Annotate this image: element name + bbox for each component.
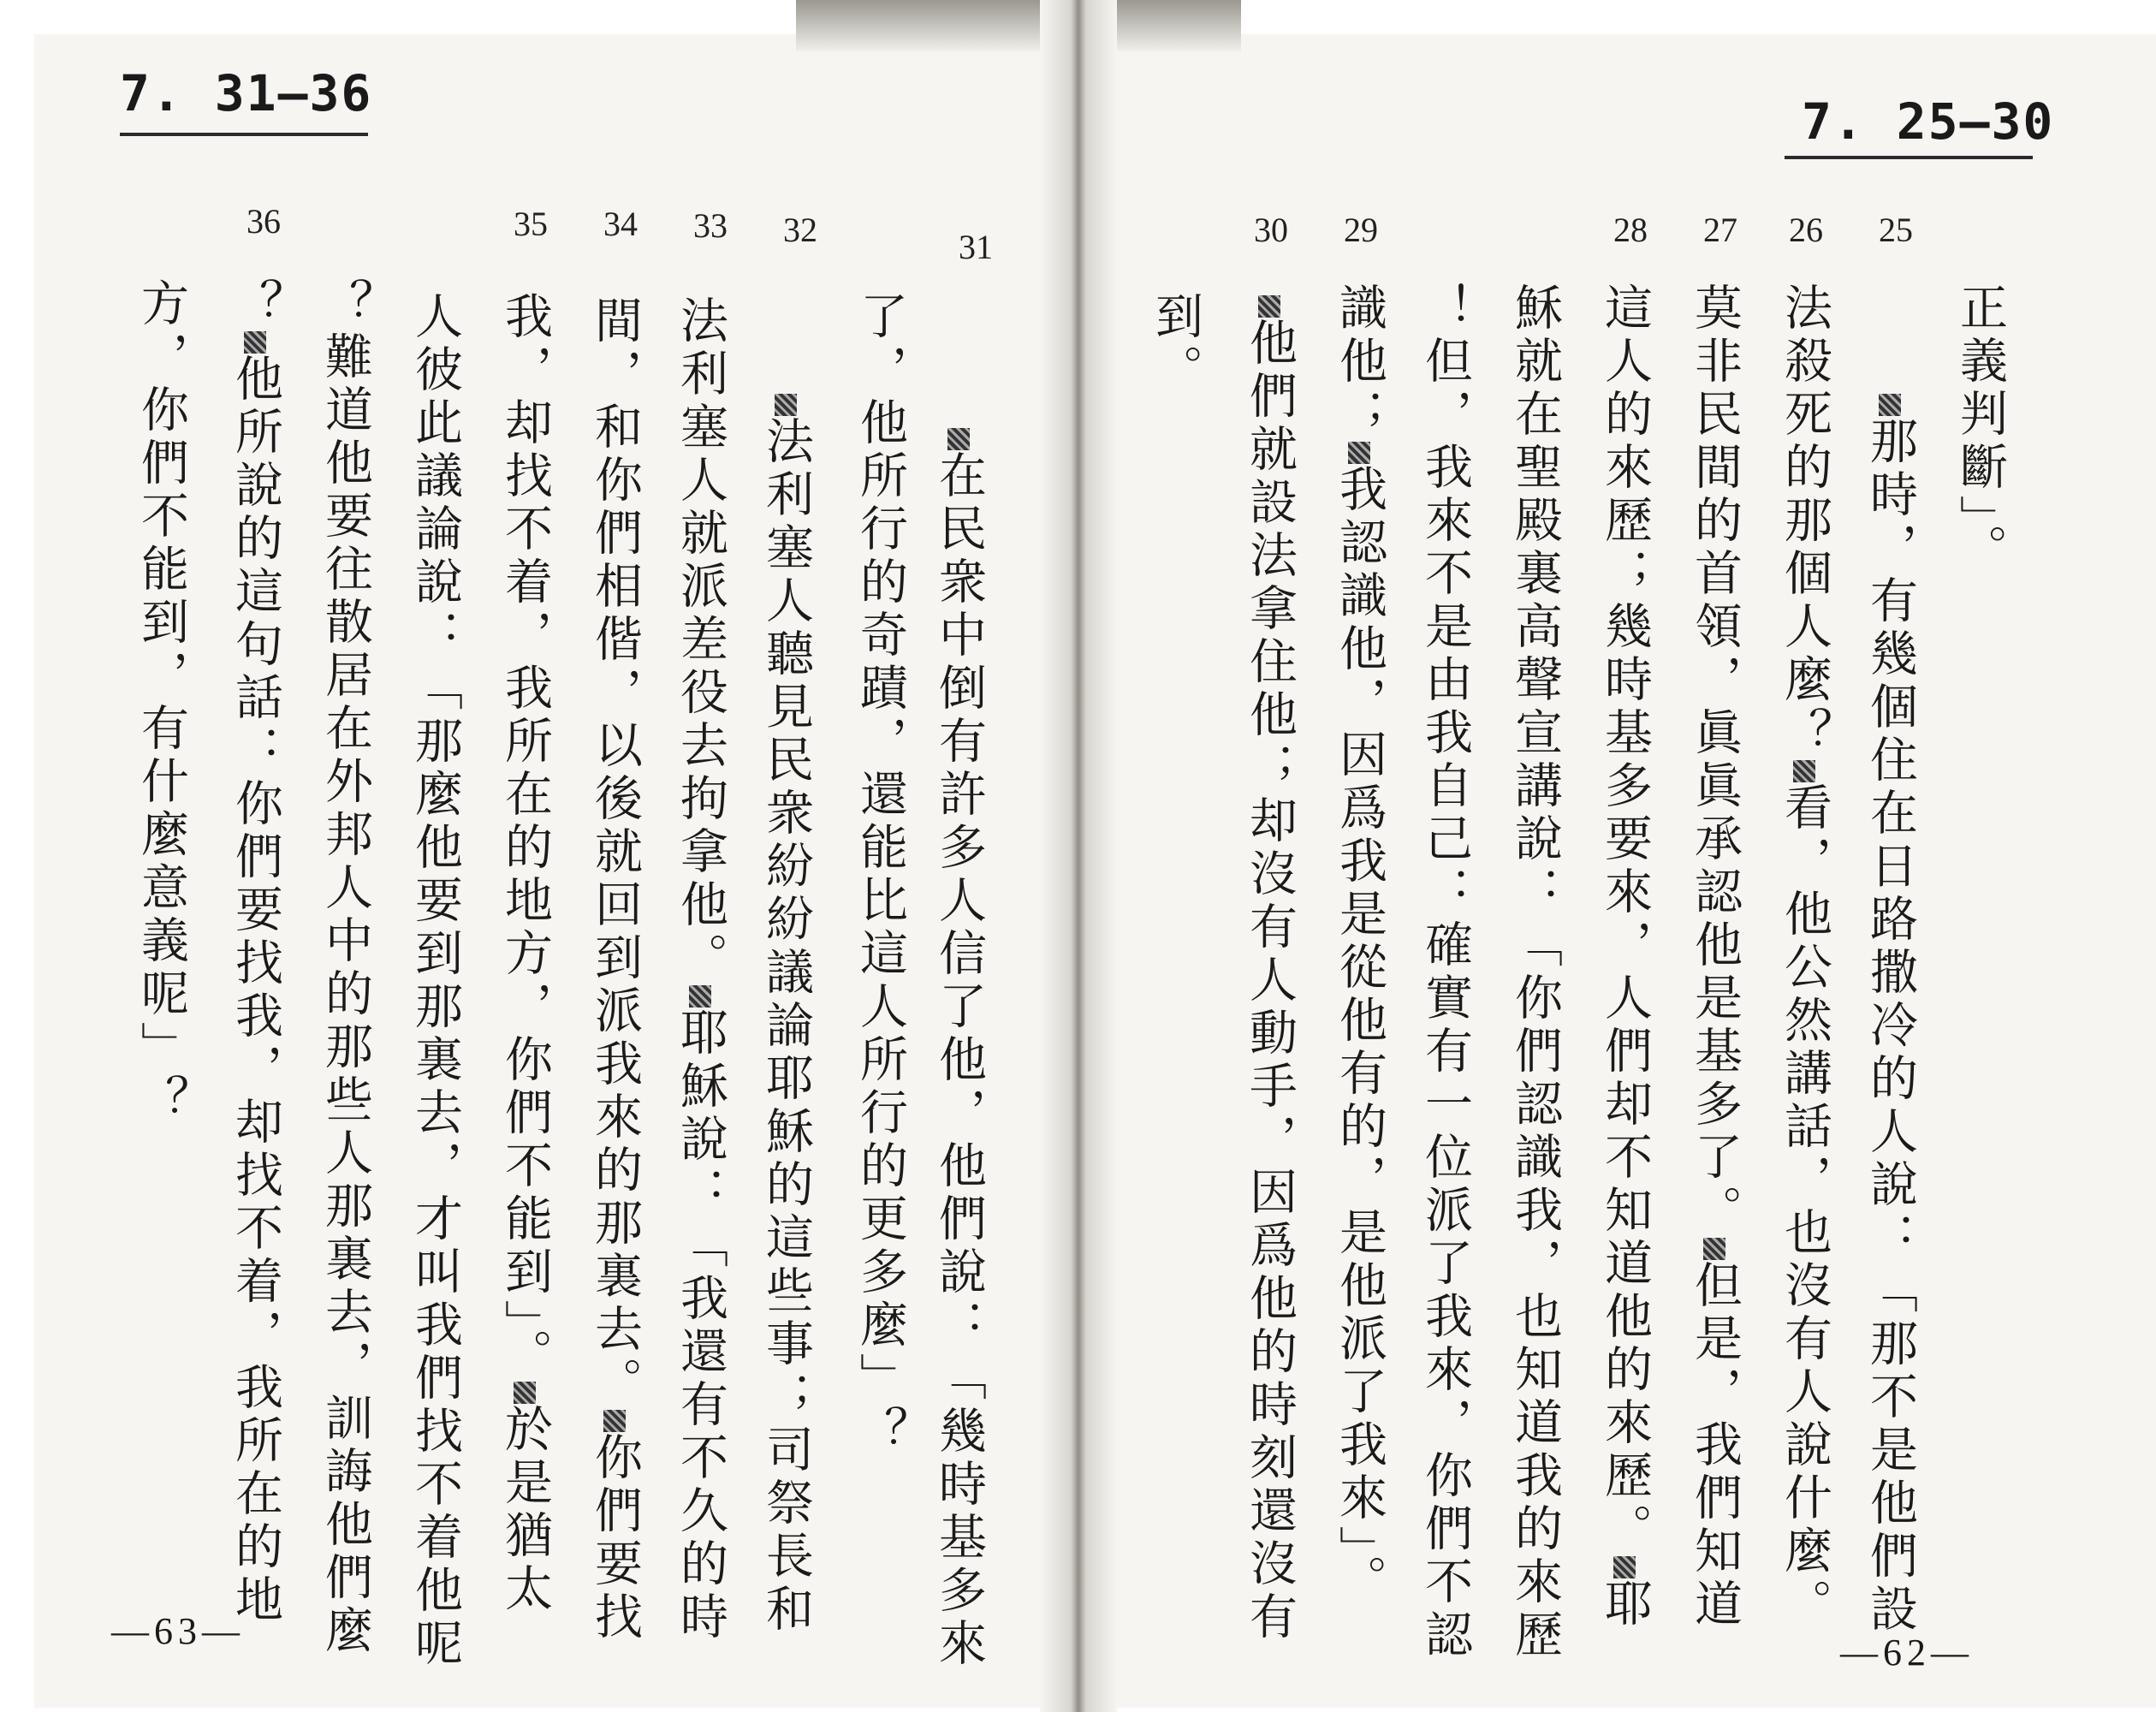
verse-number-26: 26 bbox=[1789, 211, 1823, 249]
verse-marker-icon bbox=[1348, 442, 1370, 464]
right-header-rule bbox=[1785, 156, 2033, 159]
right-col-10: 到。 bbox=[1148, 291, 1203, 397]
verse-marker-icon bbox=[603, 1410, 626, 1432]
right-col-6: 穌就在聖殿裏高聲宣講說：「你們認識我，也知道我的來歷 bbox=[1507, 282, 1563, 1662]
verse-number-27: 27 bbox=[1703, 211, 1737, 249]
verse-number-28: 28 bbox=[1613, 211, 1648, 249]
verse-number-30: 30 bbox=[1254, 211, 1288, 249]
left-page-header: 7. 31—36 bbox=[120, 64, 373, 122]
left-col-10: 方，你們不能到，有什麼意義呢」？ bbox=[134, 278, 189, 1127]
left-col-5: 間，和你們相偕，以後就回到派我來的那裏去。你們要找 bbox=[587, 295, 643, 1644]
verse-marker-icon bbox=[1258, 295, 1280, 318]
right-page-number: —62— bbox=[1840, 1632, 1974, 1673]
verse-number-34: 34 bbox=[603, 205, 638, 243]
verse-number-29: 29 bbox=[1344, 211, 1378, 249]
right-col-4: 莫非民間的首領，眞眞承認他是基多了。但是，我們知道 bbox=[1687, 282, 1743, 1632]
verse-number-35: 35 bbox=[514, 205, 548, 243]
verse-marker-icon bbox=[689, 985, 711, 1008]
left-col-6: 我，却找不着，我所在的地方，你們不能到」。於是猶太 bbox=[497, 291, 553, 1616]
verse-marker-icon bbox=[1879, 394, 1901, 416]
left-col-4: 法利塞人就派差役去拘拿他。耶穌說：「我還有不久的時 bbox=[673, 295, 728, 1644]
verse-marker-icon bbox=[775, 394, 797, 416]
right-page-header: 7. 25—30 bbox=[1802, 92, 2055, 151]
right-col-3: 法殺死的那個人麼？看，他公然講話，也沒有人說什麼。 bbox=[1777, 282, 1832, 1632]
verse-marker-icon bbox=[244, 331, 266, 354]
left-page-number: —63— bbox=[111, 1610, 245, 1652]
right-col-5: 這人的來歷；幾時基多要來，人們却不知道他的來歷。耶 bbox=[1597, 282, 1653, 1632]
verse-number-32: 32 bbox=[783, 211, 817, 249]
verse-number-25: 25 bbox=[1879, 211, 1913, 249]
verse-marker-icon bbox=[514, 1382, 536, 1404]
right-col-9: 他們就設法拿住他；却沒有人動手，因爲他的時刻還沒有 bbox=[1245, 295, 1293, 1644]
right-col-2: 那時，有幾個住在日路撒冷的人說：「那不是他們設 bbox=[1866, 394, 1914, 1637]
top-shadow bbox=[796, 0, 1241, 51]
left-header-rule bbox=[120, 133, 368, 136]
right-col-7: ！但，我來不是由我自己：確實有一位派了我來，你們不認 bbox=[1417, 282, 1473, 1662]
book-gutter bbox=[1040, 0, 1117, 1712]
left-col-3: 法利塞人聽見民衆紛紛議論耶穌的這些事；司祭長和 bbox=[762, 394, 810, 1637]
left-col-1: 在民衆中倒有許多人信了他，他們說：「幾時基多來 bbox=[935, 428, 983, 1671]
verse-number-36: 36 bbox=[246, 202, 281, 241]
left-col-9: ？他所說的這句話：你們要找我，却找不着，我所在的地 bbox=[228, 278, 283, 1627]
verse-number-31: 31 bbox=[959, 228, 993, 266]
verse-number-33: 33 bbox=[693, 206, 728, 245]
left-col-8: ？難道他要往散居在外邦人中的那些人那裏去，訓誨他們麼 bbox=[318, 278, 373, 1658]
left-col-2: 了，他所行的奇蹟，還能比這人所行的更多麼」？ bbox=[852, 291, 908, 1459]
verse-marker-icon bbox=[947, 428, 970, 450]
left-col-7: 人彼此議論說：「那麼他要到那裏去，才叫我們找不着他呢 bbox=[407, 291, 463, 1671]
verse-marker-icon bbox=[1613, 1556, 1636, 1578]
verse-marker-icon bbox=[1703, 1238, 1725, 1260]
right-col-1: 正義判斷」。 bbox=[1952, 282, 2008, 577]
verse-marker-icon bbox=[1793, 760, 1815, 782]
right-col-8: 識他；我認識他，因爲我是從他有的，是他派了我來」。 bbox=[1332, 282, 1387, 1608]
